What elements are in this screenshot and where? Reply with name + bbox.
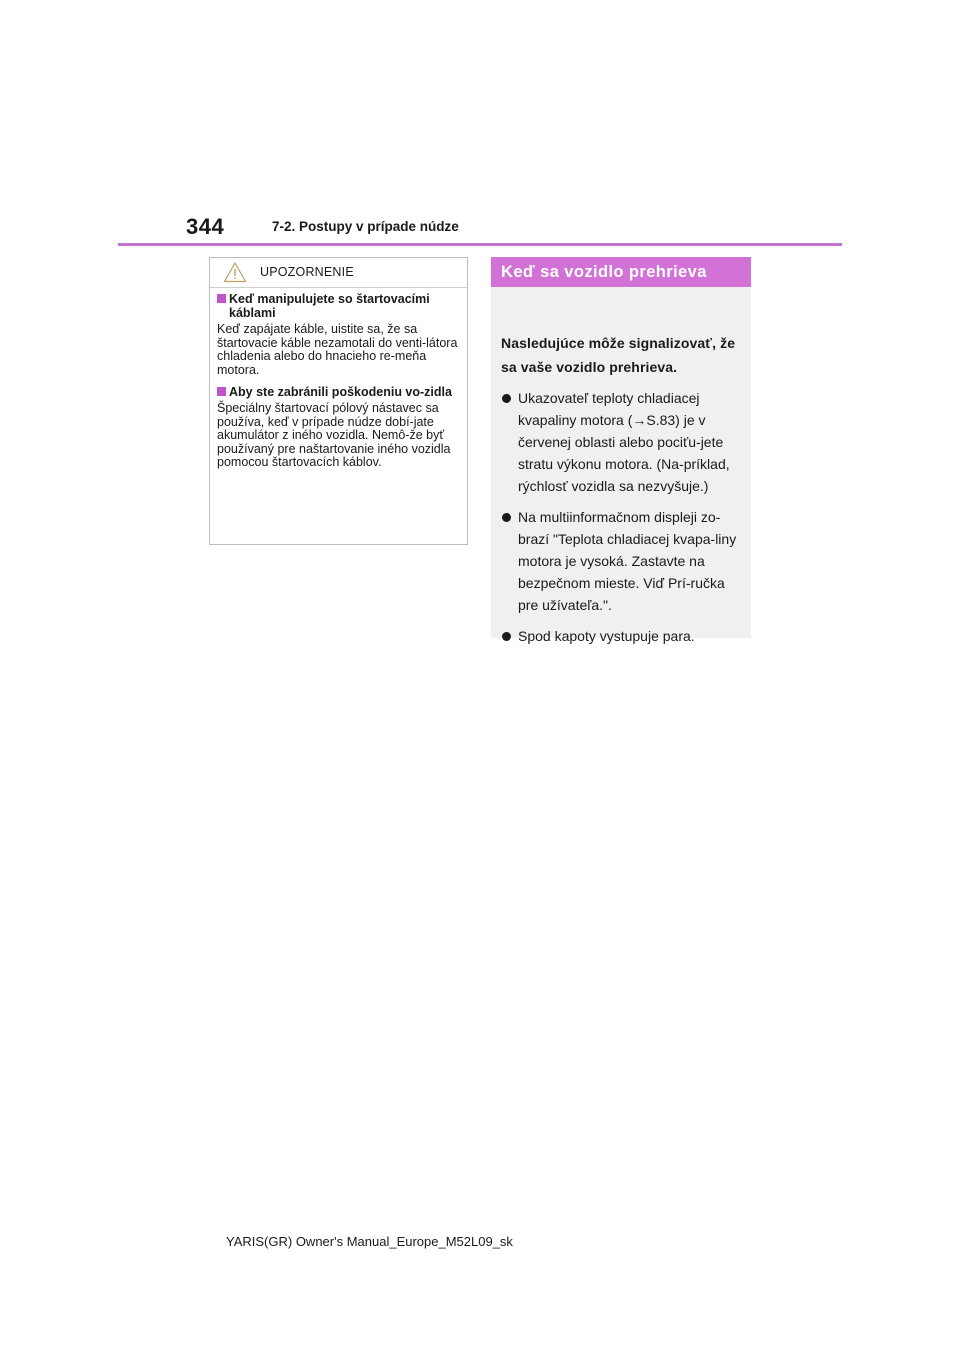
warning-triangle-icon [223, 261, 247, 283]
warning-item-heading-text: Keď manipulujete so štartovacími káblami [229, 292, 430, 320]
overheat-section-title: Keď sa vozidlo prehrieva [491, 257, 751, 287]
warning-item-heading-text: Aby ste zabránili poškodeniu vo-zidla [229, 385, 452, 399]
overheat-intro: Nasledujúce môže signalizovať, že sa vaše vozidlo prehrieva. [501, 335, 736, 375]
overheat-sign-text: Ukazovateľ teploty chladiacej kvapaliny motora (→S.83) je v červenej oblasti alebo pociťu-jete stratu výkonu motora. (Na-príklad, rýchlosť vozidla sa nezvyšuje.) [518, 390, 730, 494]
warning-item-heading [217, 385, 460, 399]
warning-body [210, 288, 467, 470]
warning-box [209, 257, 468, 545]
square-bullet-icon [217, 387, 226, 396]
square-bullet-icon [217, 294, 226, 303]
overheat-sign-item [501, 506, 743, 616]
warning-title: UPOZORNENIE [260, 265, 354, 279]
overheat-sign-text: Na multiinformačnom displeji zo-brazí "Teplota chladiacej kvapa-liny motora je vysoká. Zastavte na bezpečnom mieste. Viď Prí-ručka pre užívateľa.". [518, 509, 737, 613]
warning-item-heading [217, 292, 460, 320]
overheat-section [491, 257, 751, 644]
section-title: 7-2. Postupy v prípade núdze [272, 219, 459, 234]
overheat-sign-item [501, 625, 743, 647]
round-bullet-icon [502, 394, 511, 403]
overheat-section-content [491, 287, 751, 647]
warning-item-text: Keď zapájate káble, uistite sa, že sa štartovacie káble nezamotali do venti-látora chladenia alebo do hnacieho re-meňa motora. [217, 322, 458, 377]
page-number: 344 [186, 214, 225, 239]
warning-item-text: Špeciálny štartovací pólový nástavec sa používa, keď v prípade núdze dobí-jate akumulátor z iného vozidla. Nemô-že byť používaný pre naštartovanie iného vozidla pomocou štartovacích káblov. [217, 401, 451, 469]
header-divider [118, 243, 842, 246]
overheat-sign-item [501, 387, 743, 497]
overheat-sign-text: Spod kapoty vystupuje para. [518, 628, 695, 644]
round-bullet-icon [502, 632, 511, 641]
round-bullet-icon [502, 513, 511, 522]
footer-manual-id: YARIS(GR) Owner's Manual_Europe_M52L09_sk [226, 1234, 513, 1249]
warning-header [210, 258, 467, 288]
